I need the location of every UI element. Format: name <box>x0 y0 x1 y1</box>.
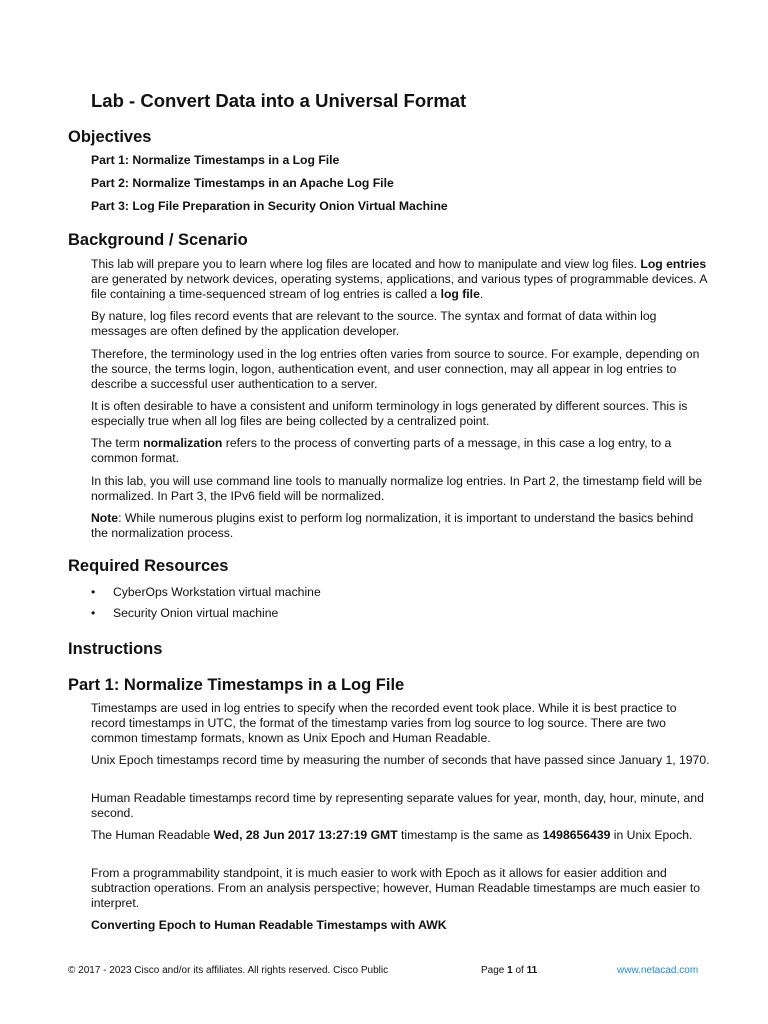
background-paragraph-5: The term normalization refers to the process of converting parts of a message, in this case a log entry, to a common format. <box>91 436 672 465</box>
part1-paragraph-3: Human Readable timestamps record time by representing separate values for year, month, day, hour, minute, and second. <box>91 791 704 820</box>
objective-item-3: Part 3: Log File Preparation in Security Onion Virtual Machine <box>91 199 448 213</box>
part1-heading: Part 1: Normalize Timestamps in a Log File <box>68 676 405 694</box>
part1-paragraph-5: From a programmability standpoint, it is much easier to work with Epoch as it allows for easier addition and subtraction operations. From an analysis perspective; however, Human Readable timestamps are much easier to interpret. <box>91 866 700 910</box>
background-heading: Background / Scenario <box>68 231 248 249</box>
footer-page-number: Page 1 of 11 <box>481 965 538 976</box>
objective-item-2: Part 2: Normalize Timestamps in an Apache Log File <box>91 176 394 190</box>
instructions-heading: Instructions <box>68 640 163 658</box>
objective-item-1: Part 1: Normalize Timestamps in a Log File <box>91 153 340 167</box>
part1-paragraph-2: Unix Epoch timestamps record time by measuring the number of seconds that have passed since January 1, 1970. <box>91 753 710 767</box>
background-paragraph-6: In this lab, you will use command line tools to manually normalize log entries. In Part 2, the timestamp field will be normalized. In Part 3, the IPv6 field will be normalized. <box>91 474 703 503</box>
part1-paragraph-1: Timestamps are used in log entries to specify when the recorded event took place. While it is best practice to record timestamps in UTC, the format of the timestamp varies from log source to log source. There are two common timestamp formats, known as Unix Epoch and Human Readable. <box>91 701 677 745</box>
background-paragraph-1: This lab will prepare you to learn where log files are located and how to manipulate and view log files. Log entries are generated by network devices, operating systems, applications, and various types of programmable devices. A file containing a time-sequenced stream of log entries is called a log file. <box>91 257 707 301</box>
objectives-heading: Objectives <box>68 128 152 146</box>
background-paragraph-2: By nature, log files record events that are relevant to the source. The syntax and format of data within log messages are often defined by the application developer. <box>91 309 657 338</box>
footer-website-link[interactable]: www.netacad.com <box>617 965 699 976</box>
bullet-icon: • <box>91 606 96 620</box>
background-paragraph-3: Therefore, the terminology used in the log entries often varies from source to source. For example, depending on the source, the terms login, logon, authentication event, and user connection, may all appear in log entries to describe a successful user authentication to a server. <box>91 347 700 391</box>
document-page: Lab - Convert Data into a Universal Format Objectives Part 1: Normalize Timestamps in a Log File Part 2: Normalize Timestamps in an Apache Log File Part 3: Log File Preparation in Security Onion Virtual Machine Background / Scenario This lab will prepare you to learn where log files are located and how to manipulate and view log files. Log entries are generated by network devices, operating systems, applications, and various types of programmable devices. A file containing a time-sequenced stream of log entries is called a log file. By nature, log files record events that are relevant to the source. The syntax and format of data within log messages are often defined by the application developer. Therefore, the terminology used in the log entries often varies from source to source. For example, depending on the source, the terms login, logon, authentication event, and user connection, may all appear in log entries to describe a successful user authentication to a server. It is often desirable to have a consistent and uniform terminology in logs generated by different sources. This is especially true when all log files are being collected by a centralized point. The term normalization refers to the process of converting parts of a message, in this case a log entry, to a common format. In this lab, you will use command line tools to manually normalize log entries. In Part 2, the timestamp field will be normalized. In Part 3, the IPv6 field will be normalized. Note: While numerous plugins exist to perform log normalization, it is important to understand the basics behind the normalization process. Required Resources • CyberOps Workstation virtual machine • Security Onion virtual machine Instructions Part 1: Normalize Timestamps in a Log File Timestamps are used in log entries to specify when the recorded event took place. While it is best practice to record timestamps in UTC, the format of the timestamp varies from log source to log source. There are two common timestamp formats, known as Unix Epoch and Human Readable. Unix Epoch timestamps record time by measuring the number of seconds that have passed since January 1, 1970. Human Readable timestamps record time by representing separate values for year, month, day, hour, minute, and second. The Human Readable Wed, 28 Jun 2017 13:27:19 GMT timestamp is the same as 1498656439 in Unix Epoch. From a programmability standpoint, it is much easier to work with Epoch as it allows for easier addition and subtraction operations. From an analysis perspective; however, Human Readable timestamps are much easier to interpret. Converting Epoch to Human Readable Timestamps with AWK © 2017 - 2023 Cisco and/or its affiliates. All rights reserved. Cisco Public Page 1 of 11 www.netacad.com <box>68 90 710 976</box>
background-paragraph-4: It is often desirable to have a consistent and uniform terminology in logs generated by different sources. This is especially true when all log files are being collected by a centralized point. <box>91 399 688 428</box>
part1-paragraph-4: The Human Readable Wed, 28 Jun 2017 13:27:19 GMT timestamp is the same as 1498656439 in Unix Epoch. <box>91 828 693 842</box>
background-note: Note: While numerous plugins exist to perform log normalization, it is important to understand the basics behind the normalization process. <box>91 511 694 540</box>
document-title: Lab - Convert Data into a Universal Format <box>91 90 467 111</box>
resources-heading: Required Resources <box>68 557 229 575</box>
bullet-icon: • <box>91 585 96 599</box>
part1-subheading: Converting Epoch to Human Readable Timestamps with AWK <box>91 918 447 932</box>
footer-copyright: © 2017 - 2023 Cisco and/or its affiliates. All rights reserved. Cisco Public <box>68 965 389 976</box>
